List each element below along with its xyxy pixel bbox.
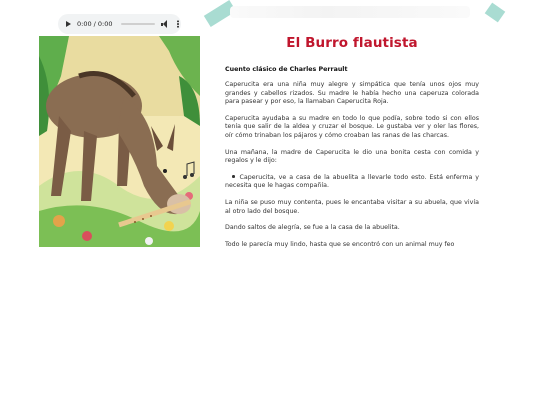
play-icon[interactable] bbox=[66, 21, 71, 27]
audio-player[interactable] bbox=[58, 14, 181, 34]
more-options-icon[interactable] bbox=[177, 20, 179, 28]
story-paragraph: Dando saltos de alegría, se fue a la casa de la abuelita. bbox=[225, 224, 400, 232]
story-title: El Burro flautista bbox=[286, 35, 418, 51]
story-subtitle: Cuento clásico de Charles Perrault bbox=[225, 66, 348, 73]
dialogue-text: Caperucita, ve a casa de la abuelita a llevarle todo esto. Está enferma y necesita que le hagas compañía. bbox=[225, 173, 479, 190]
dialogue-line bbox=[225, 174, 479, 191]
story-paragraph: Una mañana, la madre de Caperucita le dio una bonita cesta con comida y regalos y le dijo: bbox=[225, 148, 479, 165]
bullet-icon bbox=[232, 175, 235, 178]
story-paragraph: Todo le parecía muy lindo, hasta que se encontró con un animal muy feo bbox=[225, 240, 455, 248]
story-paragraph: Caperucita ayudaba a su madre en todo lo que podía, sobre todo si con ellos tenía que salir de la aldea y cruzar el bosque. Le gustaba ver y oler las flores, oír cómo trinaban los pájaros y cómo croaban las ranas de las charcas. bbox=[225, 114, 479, 139]
story-paragraph: La niña se puso muy contenta, pues le encantaba visitar a su abuela, que vivía al otro lado del bosque. bbox=[225, 198, 479, 215]
volume-icon[interactable] bbox=[161, 20, 170, 28]
donkey-flute-illustration-icon bbox=[39, 36, 200, 247]
decorative-tape-right bbox=[485, 3, 506, 23]
audio-progress-bar[interactable] bbox=[121, 23, 155, 25]
story-article bbox=[225, 33, 479, 249]
story-paragraph: Caperucita era una niña muy alegre y simpática que tenía unos ojos muy grandes y cabellos rizados. Su madre le había hecho una caperuza colorada para pasear y por eso, la llamaban Caperucita Roja. bbox=[225, 81, 479, 106]
dialogue-list bbox=[225, 174, 479, 191]
faint-header-banner bbox=[230, 6, 470, 18]
audio-time: 0:00 / 0:00 bbox=[77, 20, 113, 28]
story-illustration bbox=[39, 36, 200, 247]
